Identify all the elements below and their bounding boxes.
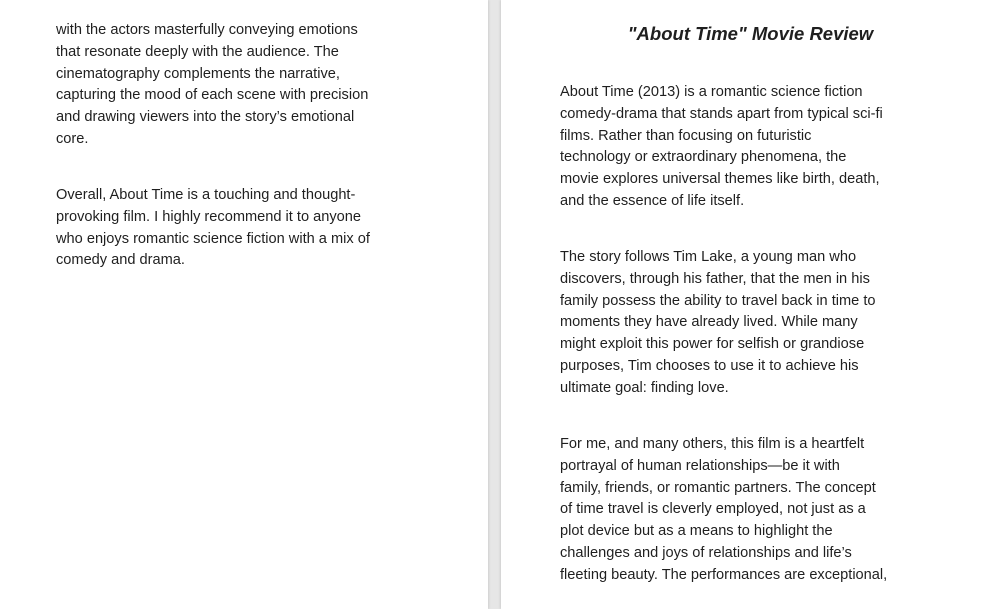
- text-line: purposes, Tim chooses to use it to achieve his: [560, 357, 859, 374]
- text-line: ultimate goal: finding love.: [560, 379, 729, 396]
- paragraph-story: [560, 247, 876, 400]
- text-line: portrayal of human relationships—be it with: [560, 457, 840, 474]
- text-line: The story follows Tim Lake, a young man who: [560, 249, 857, 265]
- text-line: family possess the ability to travel back in time to: [560, 292, 876, 309]
- text-line: Overall, About Time is a touching and thought-: [56, 187, 356, 203]
- text-line: of time travel is cleverly employed, not just as a: [560, 501, 866, 518]
- text-line: challenges and joys of relationships and life’s: [560, 544, 852, 561]
- paragraph-opinion: [560, 434, 887, 587]
- text-line: might exploit this power for selfish or grandiose: [560, 336, 865, 353]
- text-line: movie explores universal themes like birth, death,: [560, 171, 880, 188]
- text-line: discovers, through his father, that the men in his: [560, 270, 870, 287]
- paragraph-performances: [56, 20, 368, 151]
- text-line: and the essence of life itself.: [560, 192, 745, 209]
- text-line: comedy and drama.: [56, 252, 185, 269]
- text-line: films. Rather than focusing on futuristic: [560, 127, 812, 144]
- text-line: fleeting beauty. The performances are exceptional,: [560, 566, 888, 583]
- document-page-left[interactable]: [0, 0, 488, 609]
- text-line: moments they have already lived. While many: [560, 314, 858, 331]
- text-line: that resonate deeply with the audience. The: [56, 43, 339, 60]
- text-line: technology or extraordinary phenomena, the: [560, 149, 847, 166]
- text-line: provoking film. I highly recommend it to anyone: [56, 208, 361, 225]
- text-line: and drawing viewers into the story’s emotional: [56, 109, 355, 126]
- text-line: cinematography complements the narrative,: [56, 65, 340, 82]
- text-line: with the actors masterfully conveying emotions: [56, 22, 358, 38]
- text-line: capturing the mood of each scene with precision: [56, 87, 369, 104]
- paragraph-conclusion: [56, 185, 370, 272]
- document-title: "About Time" Movie Review: [627, 23, 874, 44]
- document-page-right[interactable]: [501, 0, 1000, 609]
- text-line: core.: [56, 130, 89, 147]
- text-line: comedy-drama that stands apart from typical sci-fi: [560, 105, 883, 122]
- text-line: family, friends, or romantic partners. The concept: [560, 479, 876, 496]
- text-line: who enjoys romantic science fiction with a mix of: [56, 230, 370, 247]
- paragraph-intro: [560, 82, 883, 213]
- text-line: For me, and many others, this film is a heartfelt: [560, 436, 865, 452]
- text-line: plot device but as a means to highlight the: [560, 523, 833, 540]
- text-line: About Time (2013) is a romantic science fiction: [560, 84, 863, 100]
